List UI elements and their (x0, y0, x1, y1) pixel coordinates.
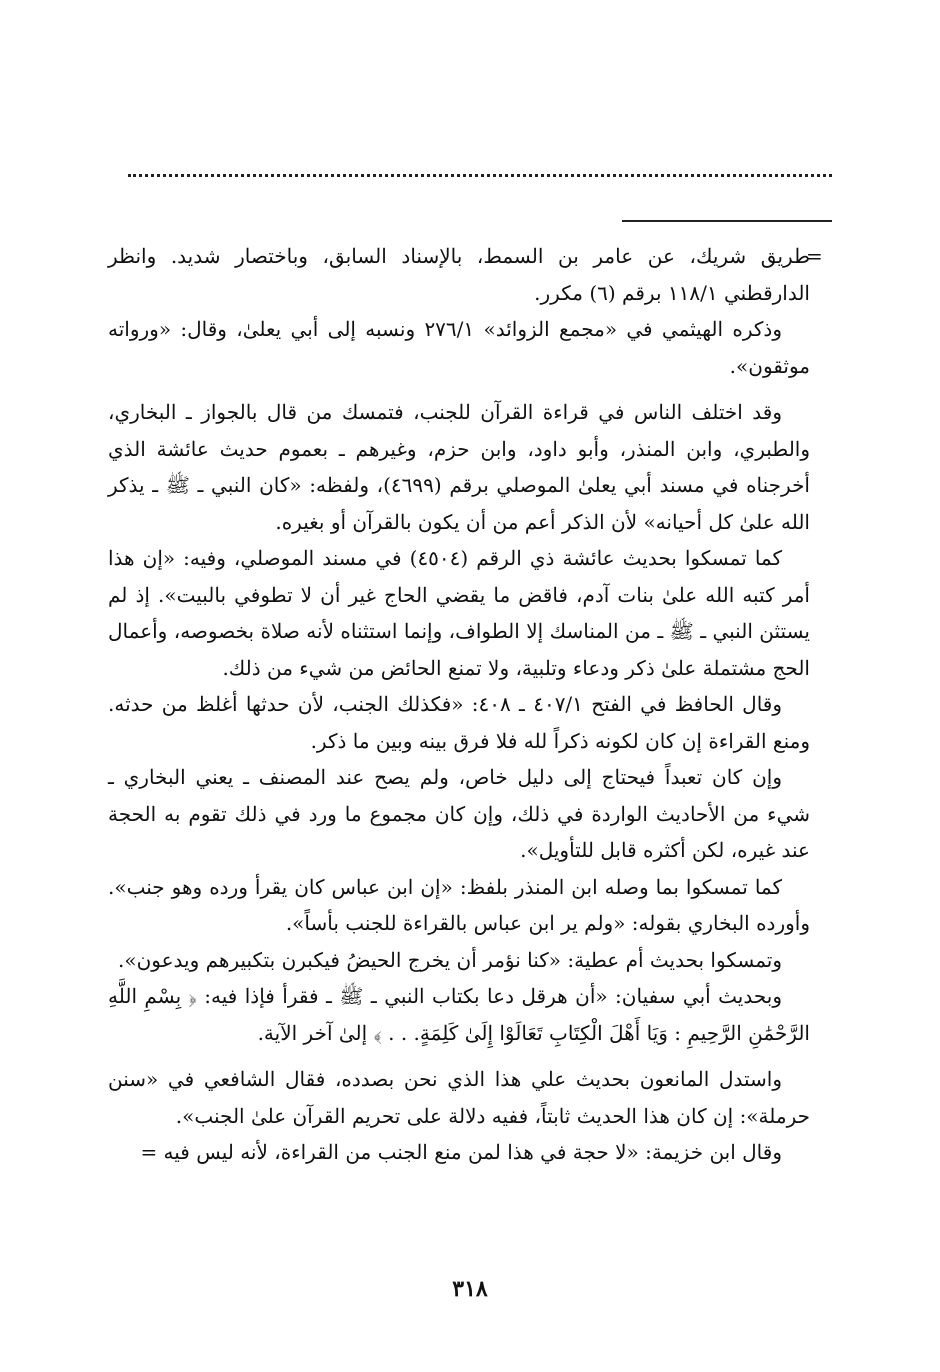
footnote-paragraph: وقال ابن خزيمة: «لا حجة في هذا لمن منع الجنب من القراءة، لأنه ليس فيه = (140, 1140, 782, 1164)
footnote-separator-line (622, 220, 832, 222)
footnote-paragraph: كما تمسكوا بحديث عائشة ذي الرقم (٤٥٠٤) في مسند الموصلي، وفيه: «إن هذا أمر كتبه الله علىٰ بنات آدم، فاقض ما يقضي الحاج غير أن لا تطوفي بالبيت». إذ لم يستثن النبي ـ ﷺ ـ من المناسك إلا الطواف، وإنما استثناه لأنه صلاة بخصوصه، وأعمال الحج مشتملة علىٰ ذكر ودعاء وتلبية، ولا تمنع الحائض من شيء من ذلك. (108, 546, 810, 680)
continuation-mark: = (806, 244, 823, 268)
footnote-paragraph: وقال الحافظ في الفتح ٤٠٧/١ ـ ٤٠٨: «فكذلك الجنب، لأن حدثها أغلظ من حدثه. ومنع القراءة إن كان لكونه ذكراً لله فلا فرق بينه وبين ما ذكر. (108, 692, 810, 753)
footnote-paragraph: واستدل المانعون بحديث علي هذا الذي نحن بصدده، فقال الشافعي في «سنن حرملة»: إن كان هذا الحديث ثابتاً، ففيه دلالة على تحريم القرآن علىٰ الجنب». (108, 1067, 810, 1128)
dotted-separator (128, 174, 832, 177)
footnote-paragraph: وإن كان تعبداً فيحتاج إلى دليل خاص، ولم يصح عند المصنف ـ يعني البخاري ـ شيء من الأحاديث الواردة في ذلك، وإن كان مجموع ما ورد في ذلك تقوم به الحجة عند غيره، لكن أكثره قابل للتأويل». (108, 765, 810, 862)
footnote-paragraph: كما تمسكوا بما وصله ابن المنذر بلفظ: «إن ابن عباس كان يقرأ ورده وهو جنب». وأورده البخاري بقوله: «ولم ير ابن عباس بالقراءة للجنب بأساً». (108, 874, 810, 935)
footnote-text (108, 238, 810, 1171)
footnote-paragraph: وتمسكوا بحديث أم عطية: «كنا نؤمر أن يخرج الحيضُ فيكبرن بتكبيرهم ويدعون». (117, 947, 782, 972)
page-number: ٣١٨ (452, 1276, 488, 1302)
footnote-paragraph: وبحديث أبي سفيان: «أن هرقل دعا بكتاب النبي ـ ﷺ ـ فقرأ فإذا فيه: ﴿ بِسْمِ اللَّهِ الرَّحْمَٰنِ الرَّحِيمِ : وَيَا أَهْلَ الْكِتَابِ تَعَالَوْا إِلَىٰ كَلِمَةٍ. . . ﴾ إلىٰ آخر الآية. (108, 984, 810, 1045)
footnote-paragraph: وقد اختلف الناس في قراءة القرآن للجنب، فتمسك من قال بالجواز ـ البخاري، والطبري، وابن المنذر، وأبو داود، وابن حزم، وغيرهم ـ بعموم حديث عائشة الذي أخرجناه في مسند أبي يعلىٰ الموصلي برقم (٤٦٩٩)، ولفظه: «كان النبي ـ ﷺ ـ يذكر الله علىٰ كل أحيانه» لأن الذكر أعم من أن يكون بالقرآن أو بغيره. (108, 400, 810, 534)
footnote-paragraph: طريق شريك، عن عامر بن السمط، بالإسناد السابق، وباختصار شديد. وانظر الدارقطني ١١٨/١ برقم (٦) مكرر. (108, 244, 810, 305)
footnote-paragraph: وذكره الهيثمي في «مجمع الزوائد» ٢٧٦/١ ونسبه إلى أبي يعلىٰ، وقال: «ورواته موثقون». (108, 317, 810, 378)
